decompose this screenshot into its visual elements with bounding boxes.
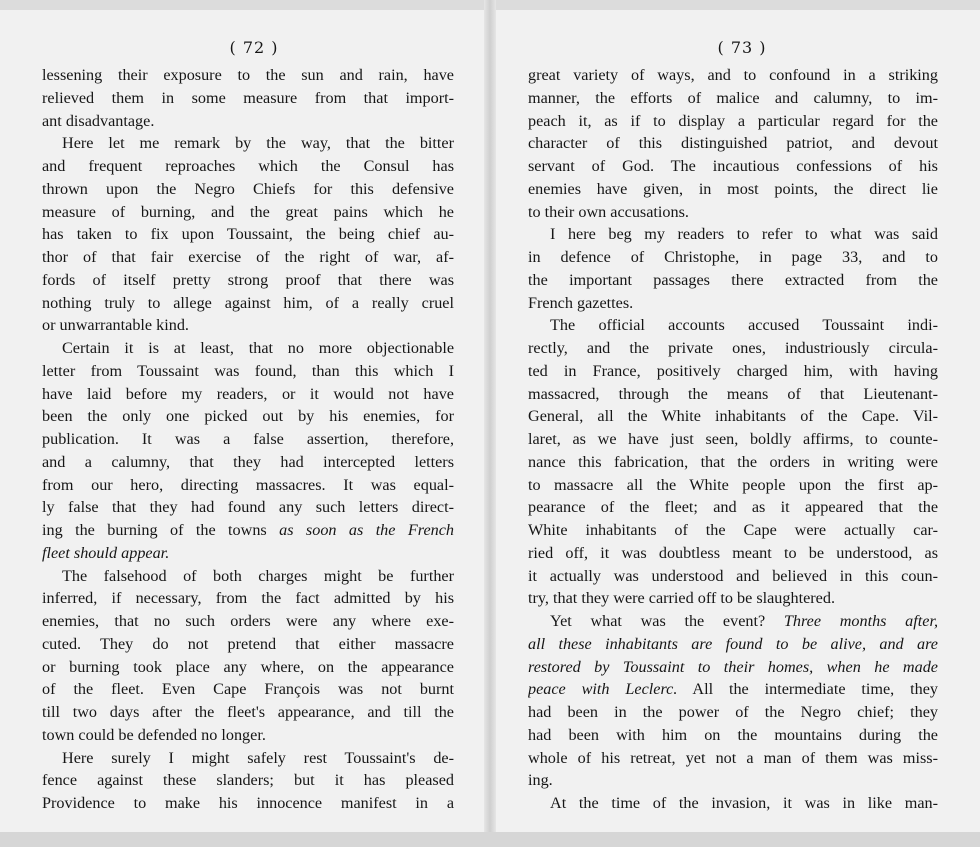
text-line [528,110,938,133]
line-text: letter from Toussaint was found, than this which I [42,361,454,380]
text-line [42,178,454,201]
text-line [528,337,938,360]
text-line [42,428,454,451]
text-line [42,337,454,360]
text-line [528,87,938,110]
text-line [42,747,454,770]
line-text: to their own accusations. [528,202,689,221]
right-page [528,38,938,815]
text-line [42,701,454,724]
line-text: to massacre all the White people upon the first ap- [528,475,938,494]
book-gutter [484,0,496,847]
text-line [42,542,454,565]
text-line [42,314,454,337]
text-line [42,269,454,292]
line-text: of the fleet. Even Cape François was not burnt [42,680,454,699]
text-line [42,792,454,815]
line-text: At the time of the invasion, it was in like man- [550,794,938,812]
line-text: inferred, if necessary, from the fact admitted by his [42,589,454,608]
line-text: in defence of Christophe, in page 33, and to [528,248,938,266]
text-line [528,724,938,747]
text-line [42,656,454,679]
line-text: lessening their exposure to the sun and rain, have [42,66,454,84]
line-text: servant of God. The incautious confessions of his [528,157,938,175]
line-text: try, that they were carried off to be slaughtered. [528,589,835,608]
text-line [528,292,938,315]
text-line [42,565,454,588]
text-line [42,360,454,383]
text-line [528,246,938,269]
line-text: ing the burning of the towns [42,521,267,539]
text-line [42,769,454,792]
text-line [528,678,938,701]
line-text: nothing truly to allege against him, of a really cruel [42,293,454,312]
italic-text: fleet should appear. [42,543,170,562]
line-text: manner, the efforts of malice and calumny, to im- [528,88,938,107]
text-line [528,792,938,815]
line-text: it actually was understood and believed in this coun- [528,566,938,585]
text-line [528,519,938,542]
line-text: peach it, as if to display a particular regard for the [528,111,938,130]
line-text: All the intermediate time, they [692,680,938,699]
text-line [42,519,454,542]
line-text: enemies have given, in most points, the direct lie [528,179,938,198]
line-text: measure of burning, and the great pains which he [42,202,454,221]
line-text: had been in the power of the Negro chief; they [528,703,938,721]
text-line [42,405,454,428]
text-line [528,701,938,724]
text-line [528,747,938,770]
text-line [528,633,938,656]
italic-text: Three months after, [783,612,938,630]
text-line [528,451,938,474]
line-text: thrown upon the Negro Chiefs for this defensive [42,179,454,198]
line-text: had been with him on the mountains during the [528,725,938,744]
line-text: relieved them in some measure from that import- [42,88,454,107]
text-line [528,269,938,292]
text-line [42,610,454,633]
line-text: publication. It was a false assertion, therefore, [42,430,454,448]
line-text: till two days after the fleet's appearance, and till the [42,703,454,721]
line-text: has taken to fix upon Toussaint, the being chief au- [42,225,454,244]
text-line [528,610,938,633]
text-line [528,496,938,519]
line-text: Certain it is at least, that no more objectionable [62,339,454,357]
line-text: great variety of ways, and to confound in a striking [528,66,938,84]
page-text [528,64,938,815]
line-text: Providence to make his innocence manifest in a [42,794,454,812]
line-text: and a calumny, that they had intercepted letters [42,452,454,471]
line-text: or unwarrantable kind. [42,316,189,335]
line-text: Here surely I might safely rest Toussaint's de- [62,748,454,767]
page-number: ( 73 ) [717,38,767,57]
text-line [528,360,938,383]
line-text: enemies, that no such orders were any where exe- [42,612,454,630]
page-text [42,64,454,815]
line-text: The falsehood of both charges might be further [62,566,454,585]
text-line [528,405,938,428]
text-line [528,565,938,588]
line-text: White inhabitants of the Cape were actually car- [528,521,938,539]
line-text: thor of that fair exercise of the right of war, af- [42,248,454,266]
text-line [42,724,454,747]
line-text: from our hero, directing massacres. It was equal- [42,475,454,494]
text-line [528,542,938,565]
text-line [42,496,454,519]
text-line [528,132,938,155]
line-text: been the only one picked out by his enemies, for [42,407,454,426]
text-line [528,474,938,497]
page-number: ( 72 ) [229,38,279,57]
line-text: town could be defended no longer. [42,725,266,744]
text-line [528,383,938,406]
text-line [528,587,938,610]
text-line [528,201,938,224]
italic-text: restored by Toussaint to their homes, when he made [528,657,938,676]
text-line [42,201,454,224]
line-text: ried off, it was doubtless meant to be understood, as [528,543,938,562]
text-line [528,223,938,246]
bottom-edge [0,832,980,847]
line-text: massacred, through the means of that Lieutenant- [528,384,938,403]
text-line [528,656,938,679]
italic-text: as soon as the French [279,521,454,539]
line-text: French gazettes. [528,293,634,312]
text-line [528,314,938,337]
text-line [42,223,454,246]
text-line [528,178,938,201]
line-text: have laid before my readers, or it would not have [42,384,454,403]
line-text: ant disadvantage. [42,111,155,130]
text-line [42,383,454,406]
line-text: fords of itself pretty strong proof that there was [42,270,454,289]
line-text: cuted. They do not pretend that either massacre [42,634,454,653]
line-text: Here let me remark by the way, that the bitter [62,134,454,153]
line-text: laret, as we have just seen, boldly affirms, to counte- [528,430,938,448]
text-line [528,769,938,792]
italic-text: all these inhabitants are found to be alive, and are [528,634,938,653]
text-line [528,64,938,87]
line-text: ted in France, positively charged him, with having [528,361,938,380]
line-text: I here beg my readers to refer to what was said [550,225,938,244]
text-line [42,292,454,315]
line-text: whole of his retreat, yet not a man of them was miss- [528,748,938,767]
text-line [42,451,454,474]
text-line [42,633,454,656]
line-text: nance this fabrication, that the orders in writing were [528,452,938,471]
line-text: General, all the White inhabitants of the Cape. Vil- [528,407,938,426]
line-text: fence against these slanders; but it has pleased [42,771,454,790]
line-text: and frequent reproaches which the Consul has [42,157,454,175]
line-text: or burning took place any where, on the appearance [42,657,454,676]
text-line [42,132,454,155]
text-line [42,87,454,110]
italic-text: peace with Leclerc. [528,680,678,699]
text-line [42,64,454,87]
line-text: ly false that they had found any such letters direct- [42,498,454,517]
text-line [42,678,454,701]
line-text: character of this distinguished patriot, and devout [528,134,938,153]
line-text: ing. [528,771,553,790]
line-text: pearance of the fleet; and as it appeared that the [528,498,938,517]
line-text: Yet what was the event? [550,612,766,630]
text-line [42,587,454,610]
text-line [42,155,454,178]
text-line [42,110,454,133]
text-line [528,428,938,451]
line-text: rectly, and the private ones, industriously circula- [528,339,938,357]
line-text: The official accounts accused Toussaint indi- [550,316,938,335]
text-line [42,474,454,497]
text-line [528,155,938,178]
text-line [42,246,454,269]
left-page [42,38,454,815]
line-text: the important passages there extracted from the [528,270,938,289]
